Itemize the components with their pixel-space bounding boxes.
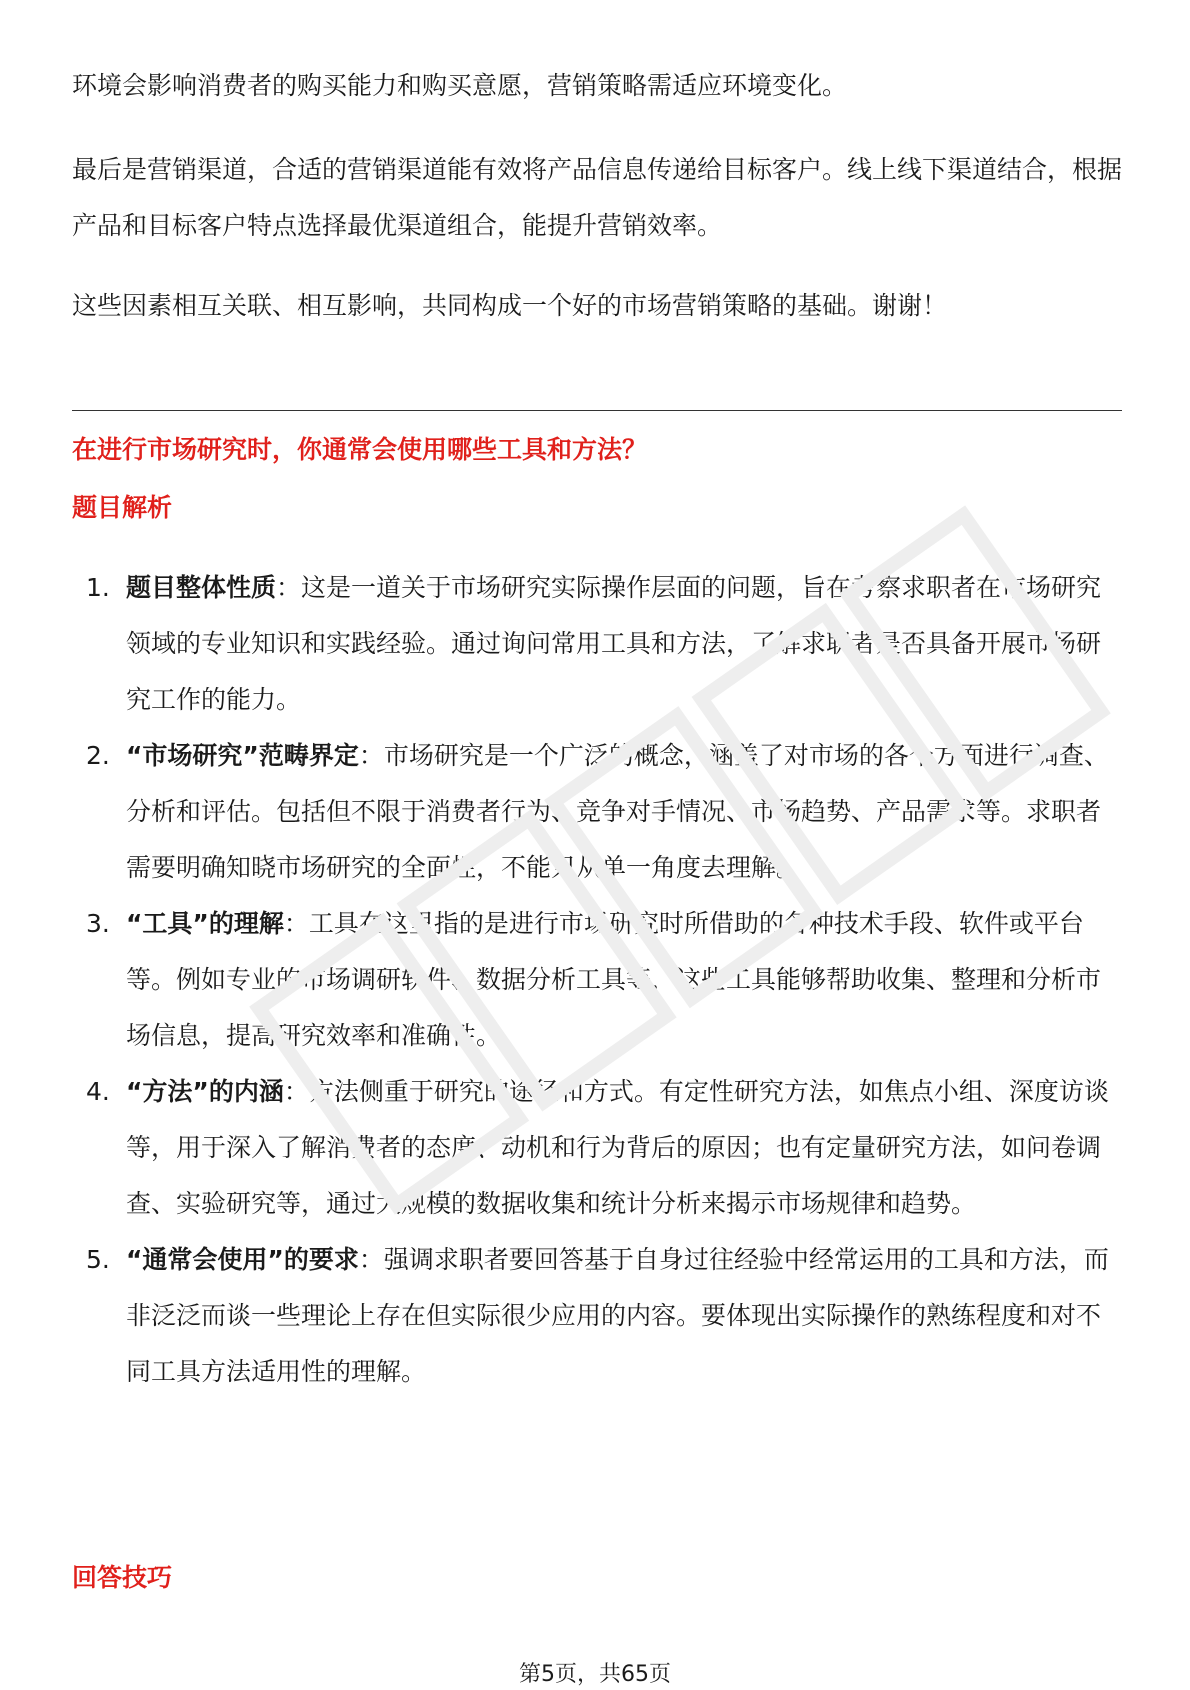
list-item-text: ：方法侧重于研究的途径和方式。有定性研究方法，如焦点小组、深度访谈等，用于深入了解消费者的态度、动机和行为背后的原因；也有定量研究方法，如问卷调查、实验研究等，通过大规模的数据收集和统计分析来揭示市场规律和趋势。 [126, 1077, 1109, 1218]
list-item-term: “工具”的理解 [126, 909, 284, 938]
intro-paragraph-2: 最后是营销渠道，合适的营销渠道能有效将产品信息传递给目标客户。线上线下渠道结合，根据产品和目标客户特点选择最优渠道组合，能提升营销效率。 [72, 155, 1123, 240]
list-item-number: 3. [86, 909, 110, 938]
analysis-heading: 题目解析 [72, 493, 173, 522]
list-item-text: ：强调求职者要回答基于自身过往经验中经常运用的工具和方法，而非泛泛而谈一些理论上存在但实际很少应用的内容。要体现出实际操作的熟练程度和对不同工具方法适用性的理解。 [126, 1245, 1109, 1386]
list-item [72, 560, 1122, 728]
question-heading: 在进行市场研究时，你通常会使用哪些工具和方法？ [72, 435, 648, 464]
list-item-number: 1. [86, 573, 110, 602]
list-item [72, 728, 1122, 896]
list-item-text: ：这是一道关于市场研究实际操作层面的问题，旨在考察求职者在市场研究领域的专业知识和实践经验。通过询问常用工具和方法，了解求职者是否具备开展市场研究工作的能力。 [126, 573, 1102, 714]
list-item [72, 1232, 1122, 1400]
tips-heading: 回答技巧 [72, 1563, 173, 1592]
list-item-term: “市场研究”范畴界定 [126, 741, 359, 770]
list-item-term: 题目整体性质 [126, 573, 277, 602]
intro-paragraph-3: 这些因素相互关联、相互影响，共同构成一个好的市场营销策略的基础。谢谢！ [72, 291, 948, 320]
list-item-text: ：市场研究是一个广泛的概念，涵盖了对市场的各个方面进行调查、分析和评估。包括但不限于消费者行为、竞争对手情况、市场趋势、产品需求等。求职者需要明确知晓市场研究的全面性，不能只从单一角度去理解。 [126, 741, 1109, 882]
list-item-text: ：工具在这里指的是进行市场研究时所借助的各种技术手段、软件或平台等。例如专业的市场调研软件、数据分析工具等，这些工具能够帮助收集、整理和分析市场信息，提高研究效率和准确性。 [126, 909, 1102, 1050]
list-item-number: 2. [86, 741, 110, 770]
list-item-term: “方法”的内涵 [126, 1077, 284, 1106]
list-item [72, 896, 1122, 1064]
analysis-list [72, 560, 1122, 1400]
list-item [72, 1064, 1122, 1232]
list-item-number: 5. [86, 1245, 110, 1274]
intro-paragraph-1: 环境会影响消费者的购买能力和购买意愿，营销策略需适应环境变化。 [72, 71, 848, 100]
section-divider [72, 410, 1122, 411]
list-item-number: 4. [86, 1077, 110, 1106]
list-item-term: “通常会使用”的要求 [126, 1245, 359, 1274]
page-footer: 第5页，共65页 [519, 1662, 671, 1687]
